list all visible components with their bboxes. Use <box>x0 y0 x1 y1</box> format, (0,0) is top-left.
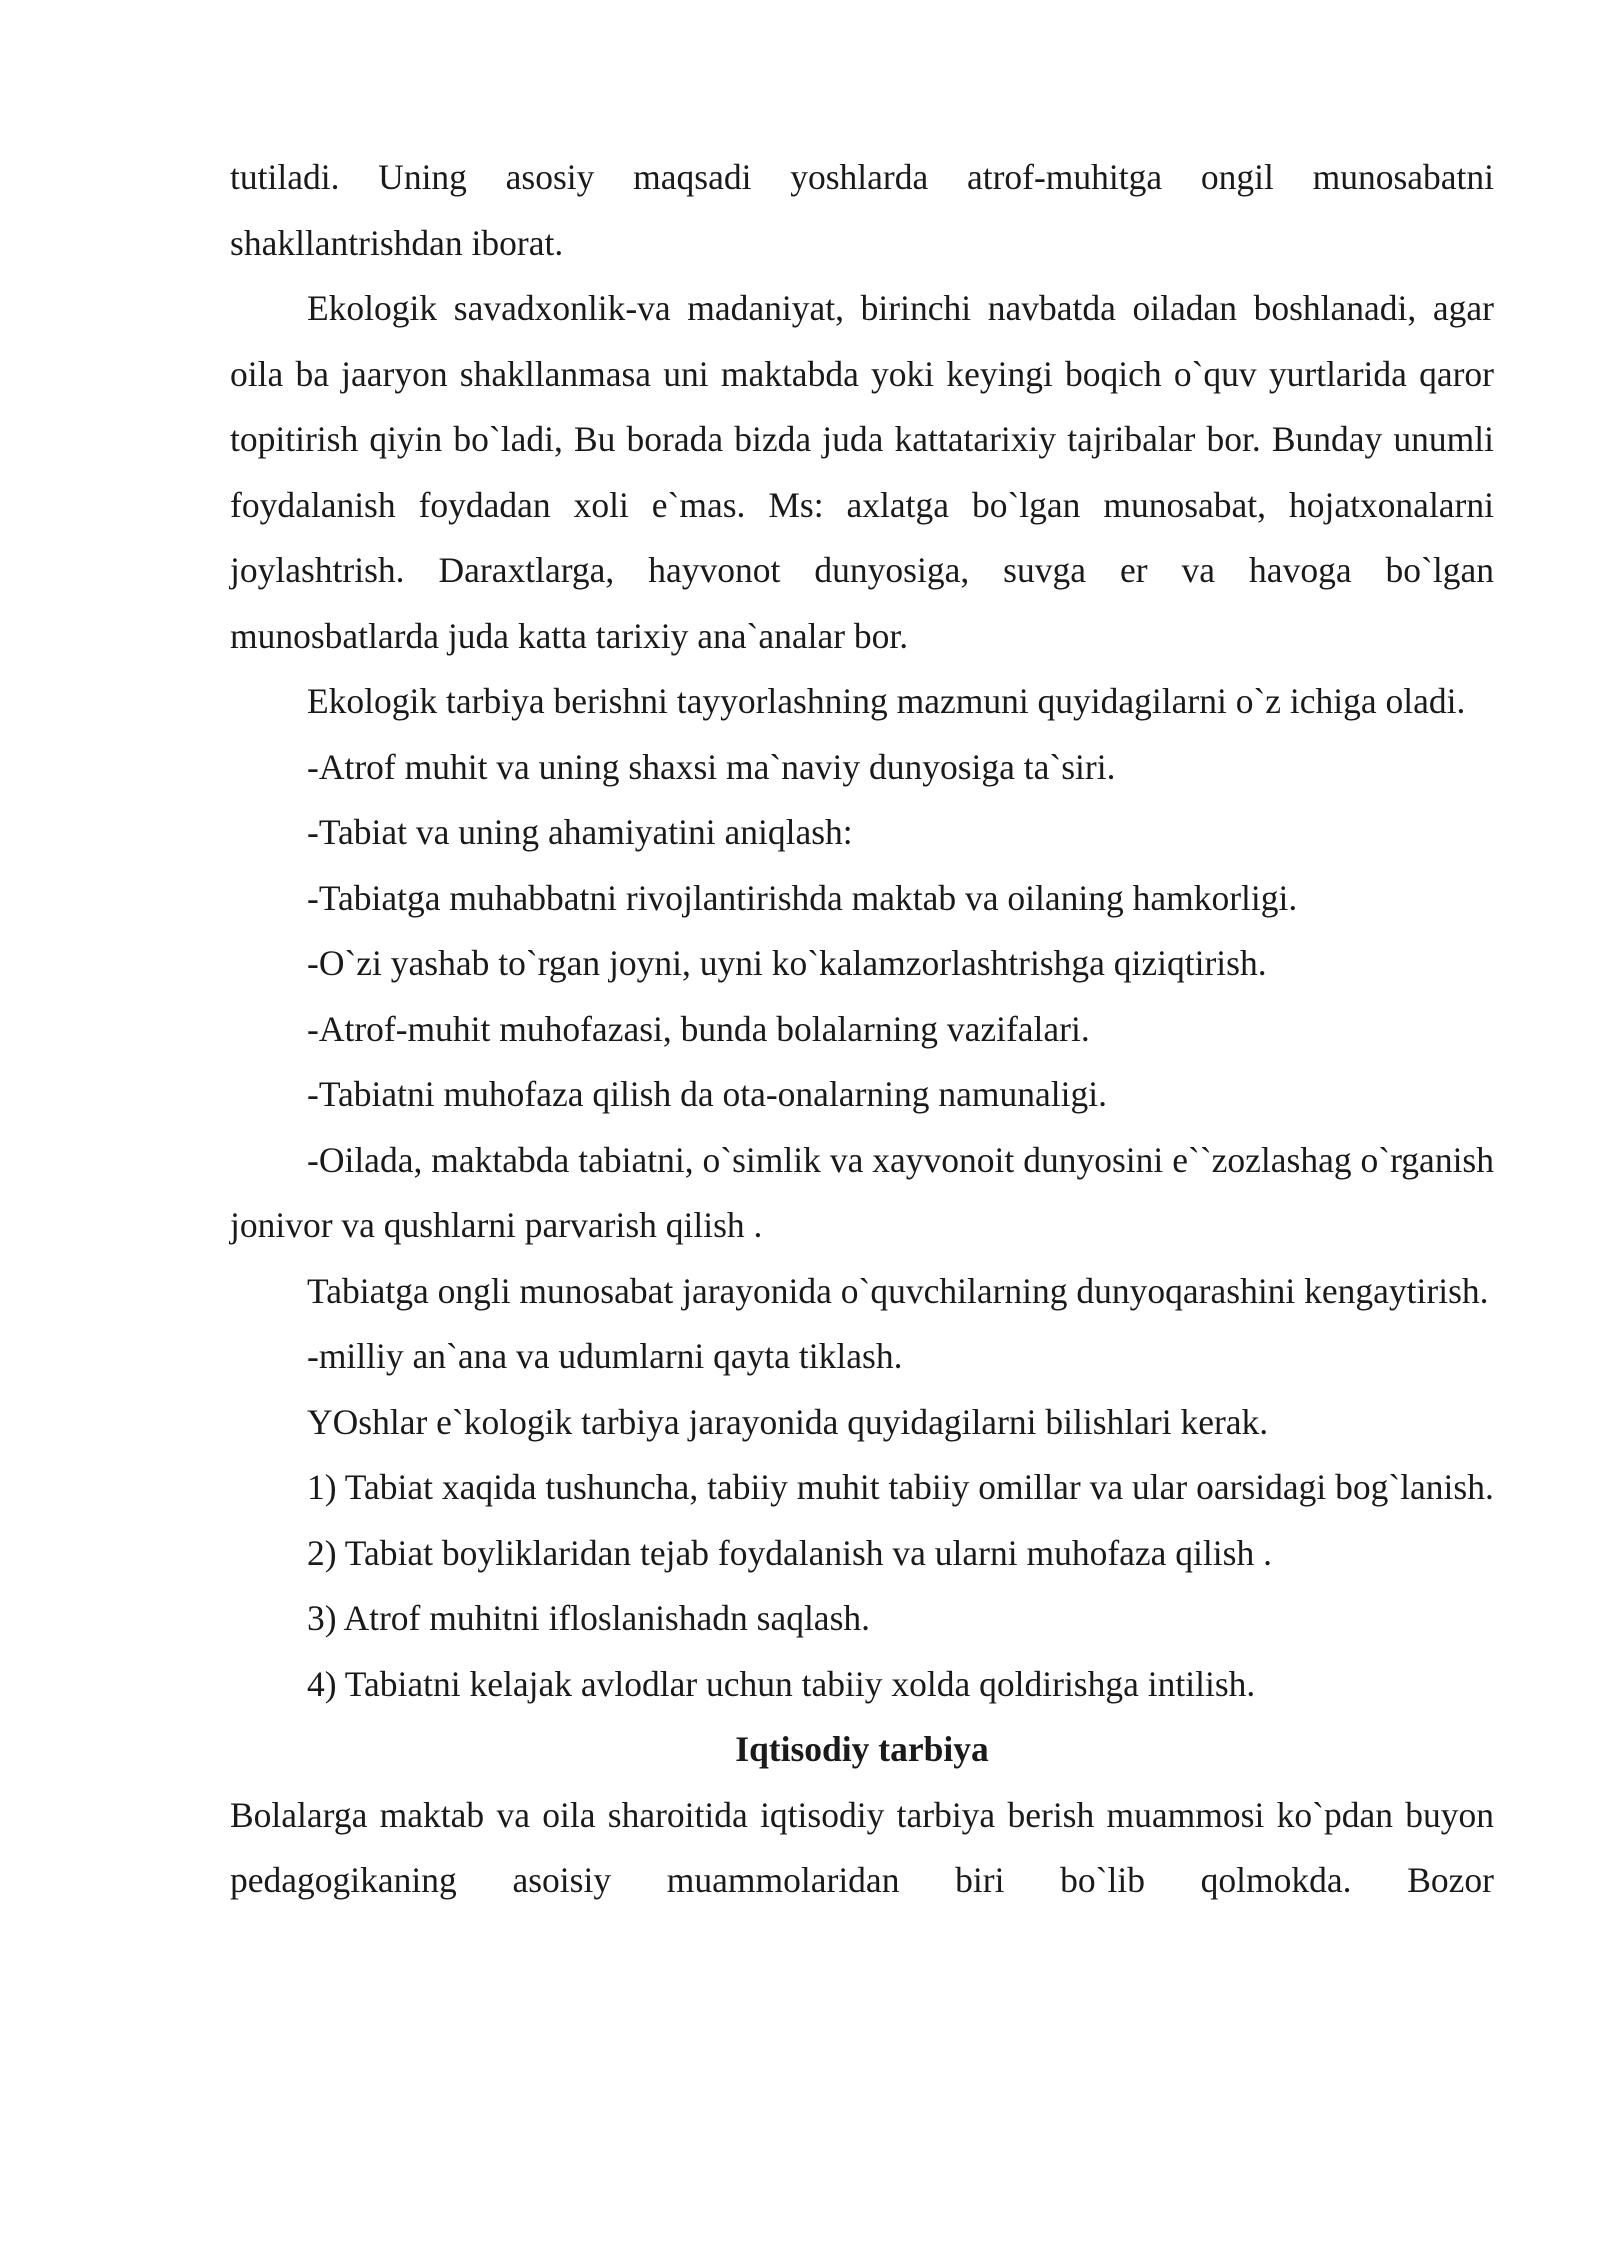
numbered-item: 1) Tabiat xaqida tushuncha, tabiiy muhit tabiiy omillar va ular oarsidagi bog`lanish. <box>307 1467 1494 1507</box>
list-item: -Oilada, maktabda tabiatni, o`simlik va xayvonoit dunyosini e``zozlashag o`rganish jonivor va qushlarni parvarish qilish . <box>230 1139 1494 1245</box>
list-item: -O`zi yashab to`rgan joyni, uyni ko`kalamzorlashtrishga qiziqtirish. <box>307 943 1267 983</box>
list-item: -Atrof muhit va uning shaxsi ma`naviy dunyosiga ta`siri. <box>307 746 1116 787</box>
numbered-item: 3) Atrof muhitni ifloslanishadn saqlash. <box>307 1598 871 1638</box>
paragraph-worldview: Tabiatga ongli munosabat jarayonida o`quvchilarning dunyoqarashini kengaytirish. <box>307 1270 1489 1311</box>
paragraph-continuation: tutiladi. Uning asosiy maqsadi yoshlarda atrof-muhitga ongil munosabatni shakllantrishdan iborat. <box>230 157 1494 263</box>
list-item: -Tabiat va uning ahamiyatini aniqlash: <box>307 812 853 852</box>
numbered-item: 4) Tabiatni kelajak avlodlar uchun tabiiy xolda qoldirishga intilish. <box>307 1663 1256 1704</box>
section-heading: Iqtisodiy tarbiya <box>735 1729 989 1769</box>
numbered-item: 2) Tabiat boyliklaridan tejab foydalanish va ularni muhofaza qilish . <box>307 1532 1272 1573</box>
document-body <box>230 145 1494 1914</box>
paragraph-ecological-education-content: Ekologik tarbiya berishni tayyorlashning mazmuni quyidagilarni o`z ichiga oladi. <box>307 681 1466 721</box>
paragraph-economic-education: Bolalarga maktab va oila sharoitida iqtisodiy tarbiya berish muammosi ko`pdan buyon pedagogikaning asoisiy muammolaridan biri bo`lib qolmokda. Bozor <box>230 1794 1494 1900</box>
paragraph-ecological-literacy: Ekologik savadxonlik-va madaniyat, birinchi navbatda oiladan boshlanadi, agar oila ba jaaryon shakllanmasa uni maktabda yoki keyingi boqich o`quv yurtlarida qaror topitirish qiyin bo`ladi, Bu borada bizda juda kattatarixiy tajribalar bor. Bunday unumli foydalanish foydadan xoli e`mas. Ms: axlatga bo`lgan munosabat, hojatxonalarni joylashtrish. Daraxtlarga, hayvonot dunyosiga, suvga er va havoga bo`lgan munosbatlarda juda katta tarixiy ana`analar bor. <box>230 288 1494 656</box>
list-item: -milliy an`ana va udumlarni qayta tiklash. <box>307 1336 903 1376</box>
paragraph-youth-knowledge: YOshlar e`kologik tarbiya jarayonida quyidagilarni bilishlari kerak. <box>307 1401 1269 1442</box>
list-item: -Atrof-muhit muhofazasi, bunda bolalarning vazifalari. <box>307 1008 1090 1049</box>
list-item: -Tabiatga muhabbatni rivojlantirishda maktab va oilaning hamkorligi. <box>307 877 1298 918</box>
list-item: -Tabiatni muhofaza qilish da ota-onalarning namunaligi. <box>307 1074 1107 1114</box>
